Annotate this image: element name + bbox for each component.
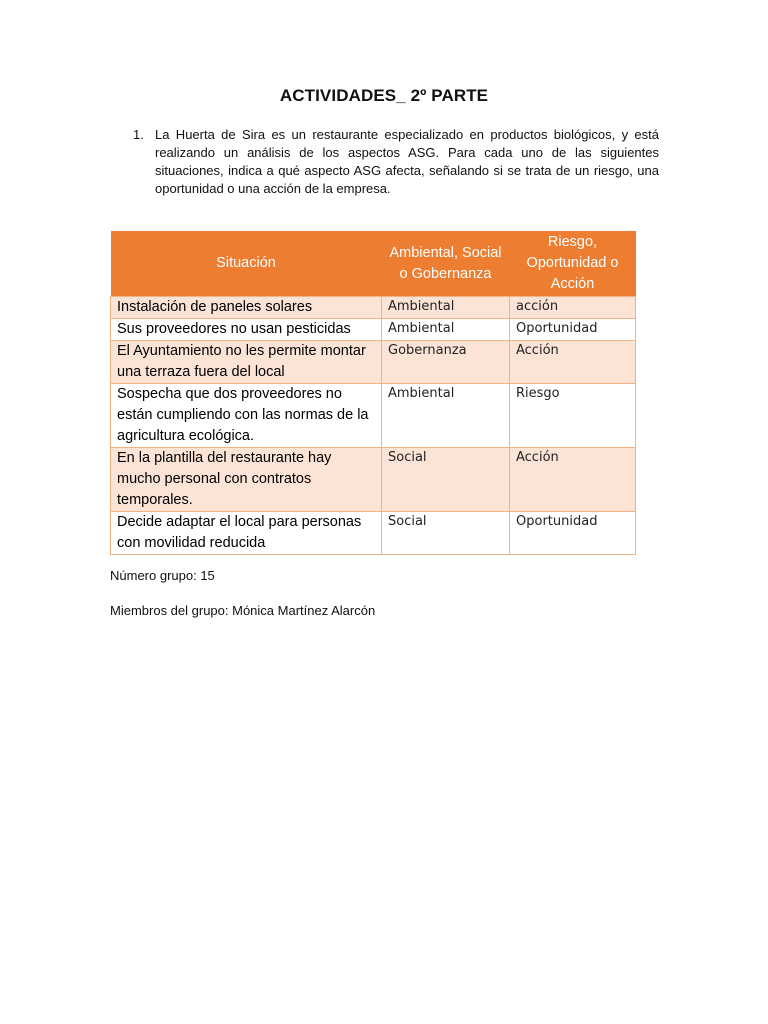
- cell-aspecto: Ambiental: [382, 384, 510, 448]
- asg-table: [110, 231, 636, 555]
- table-row: [111, 512, 636, 555]
- cell-situacion: Instalación de paneles solares: [111, 297, 382, 319]
- header-situacion: Situación: [111, 231, 382, 297]
- cell-situacion: Sus proveedores no usan pesticidas: [111, 319, 382, 341]
- table-row: [111, 297, 636, 319]
- cell-tipo: Acción: [510, 448, 636, 512]
- cell-tipo: Riesgo: [510, 384, 636, 448]
- header-aspecto: Ambiental, Social o Gobernanza: [382, 231, 510, 297]
- cell-aspecto: Ambiental: [382, 319, 510, 341]
- table-header-row: [111, 231, 636, 297]
- table-row: [111, 341, 636, 384]
- group-number: Número grupo: 15: [110, 568, 215, 583]
- cell-situacion: En la plantilla del restaurante hay mucho personal con contratos temporales.: [111, 448, 382, 512]
- question-number: 1.: [133, 127, 144, 142]
- cell-aspecto: Gobernanza: [382, 341, 510, 384]
- group-members: Miembros del grupo: Mónica Martínez Alarcón: [110, 603, 376, 618]
- page-title: ACTIVIDADES_ 2º PARTE: [279, 86, 489, 105]
- question-text: La Huerta de Sira es un restaurante especializado en productos biológicos, y está realizando un análisis de los aspectos ASG. Para cada uno de las siguientes situaciones, indica a qué aspecto ASG afecta, señalando si se trata de un riesgo, una oportunidad o una acción de la empresa.: [155, 127, 659, 196]
- cell-tipo: Acción: [510, 341, 636, 384]
- cell-tipo: Oportunidad: [510, 512, 636, 555]
- cell-aspecto: Ambiental: [382, 297, 510, 319]
- cell-situacion: El Ayuntamiento no les permite montar una terraza fuera del local: [111, 341, 382, 384]
- cell-tipo: acción: [510, 297, 636, 319]
- table-row: [111, 319, 636, 341]
- cell-situacion: Decide adaptar el local para personas con movilidad reducida: [111, 512, 382, 555]
- cell-situacion: Sospecha que dos proveedores no están cumpliendo con las normas de la agricultura ecológica.: [111, 384, 382, 448]
- question-block: [133, 126, 659, 198]
- header-tipo: Riesgo, Oportunidad o Acción: [510, 231, 636, 297]
- cell-tipo: Oportunidad: [510, 319, 636, 341]
- cell-aspecto: Social: [382, 448, 510, 512]
- table-row: [111, 448, 636, 512]
- table-row: [111, 384, 636, 448]
- cell-aspecto: Social: [382, 512, 510, 555]
